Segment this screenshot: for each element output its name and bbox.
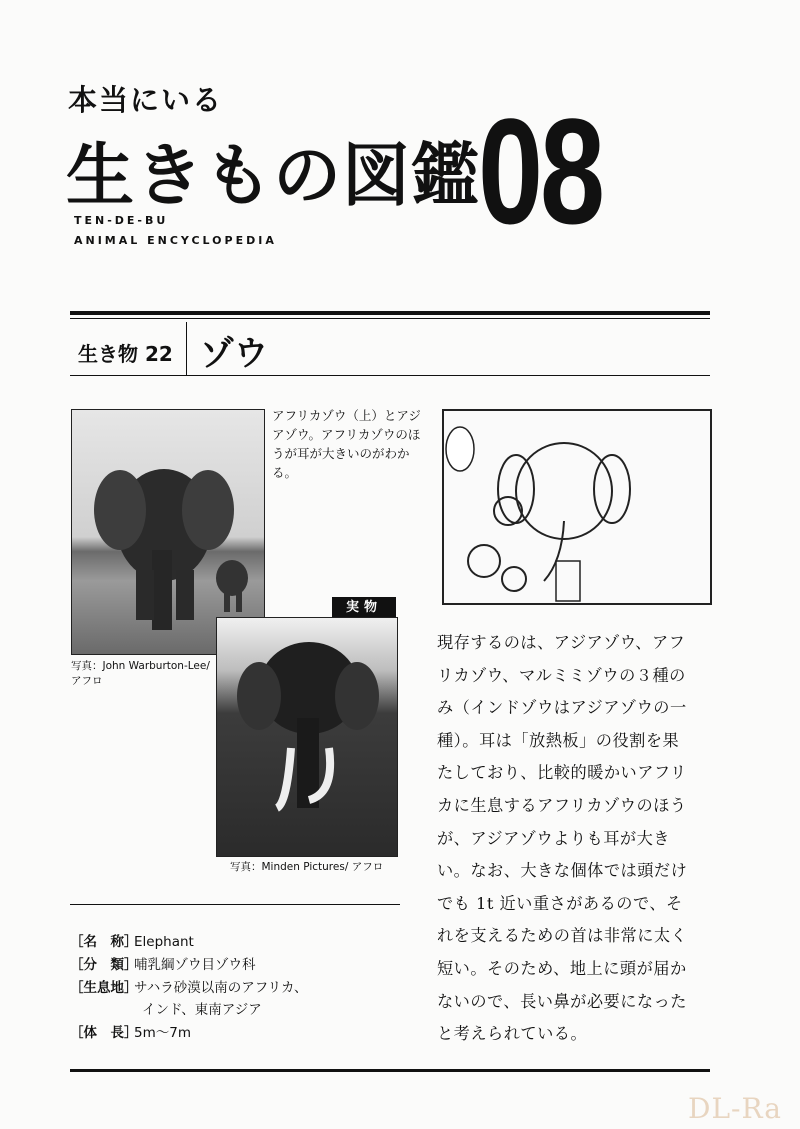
- body-line: 短い。そのため、地上に頭が届か: [437, 958, 687, 978]
- info-length-row: [70, 1023, 191, 1043]
- subtitle-line-2: ANIMAL ENCYCLOPEDIA: [74, 234, 277, 247]
- pre-title: 本当にいる: [68, 83, 224, 117]
- body-line: が、アジアゾウよりも耳が大き: [437, 828, 670, 848]
- watermark: DL-Ra: [688, 1092, 782, 1125]
- info-class-row: [70, 955, 256, 975]
- body-line: 種）。耳は「放熱板」の役割を果: [437, 730, 680, 750]
- body-line: カに生息するアフリカゾウのほう: [437, 795, 687, 815]
- info-name-row: [70, 932, 194, 952]
- top-rule-thin: [70, 318, 710, 319]
- section-divider: [186, 322, 187, 376]
- photo-caption: アフリカゾウ（上）とアジアゾウ。アフリカゾウのほうが耳が大きいのがわかる。: [272, 408, 421, 480]
- section-label: 生き物 22: [78, 342, 173, 366]
- subtitle-line-1: TEN-DE-BU: [74, 214, 169, 227]
- info-label: ［名 称］: [70, 934, 138, 950]
- info-label: ［生息地］: [70, 980, 138, 996]
- body-line: と考えられている。: [437, 1024, 588, 1044]
- section-rule: [70, 375, 710, 376]
- info-value: インド、東南アジア: [142, 1002, 262, 1018]
- asian-elephant-photo: [216, 617, 398, 857]
- info-value: 哺乳綱ゾウ目ゾウ科: [134, 957, 256, 973]
- info-label: ［体 長］: [70, 1025, 138, 1041]
- body-line: たしており、比較的暖かいアフリ: [437, 763, 687, 783]
- body-line: み（インドゾウはアジアゾウの一: [437, 698, 687, 718]
- body-text: [437, 627, 715, 1051]
- info-value: 5m〜7m: [134, 1025, 191, 1041]
- body-line: れを支えるための首は非常に太く: [437, 926, 688, 946]
- bottom-rule: [70, 1069, 710, 1072]
- info-value: サハラ砂漠以南のアフリカ、: [134, 980, 308, 996]
- body-line: い。なお、大きな個体では頭だけ: [437, 861, 688, 881]
- photo-credit-2: 写真：Minden Pictures/ アフロ: [230, 861, 384, 873]
- body-line: ないので、長い鼻が必要になった: [437, 991, 687, 1011]
- info-label: ［分 類］: [70, 957, 138, 973]
- body-line: でも 1t 近い重さがあるので、そ: [437, 893, 683, 913]
- info-value: Elephant: [134, 934, 194, 950]
- creature-name: ゾウ: [200, 334, 268, 374]
- body-line: 現存するのは、アジアゾウ、アフ: [437, 633, 686, 652]
- volume-number: 08: [478, 87, 602, 255]
- info-rule: [70, 904, 400, 905]
- body-line: リカゾウ、マルミミゾウの３種の: [437, 665, 686, 685]
- main-title: 生きもの図鑑: [66, 136, 481, 216]
- manga-panel: [442, 409, 712, 605]
- top-rule: [70, 311, 710, 315]
- real-badge: 実物: [332, 597, 396, 618]
- photo-credit-1: 写真：John Warburton-Lee/ アフロ: [71, 660, 210, 687]
- info-habitat-row: [70, 978, 307, 998]
- info-habitat-row-2: [142, 1000, 262, 1020]
